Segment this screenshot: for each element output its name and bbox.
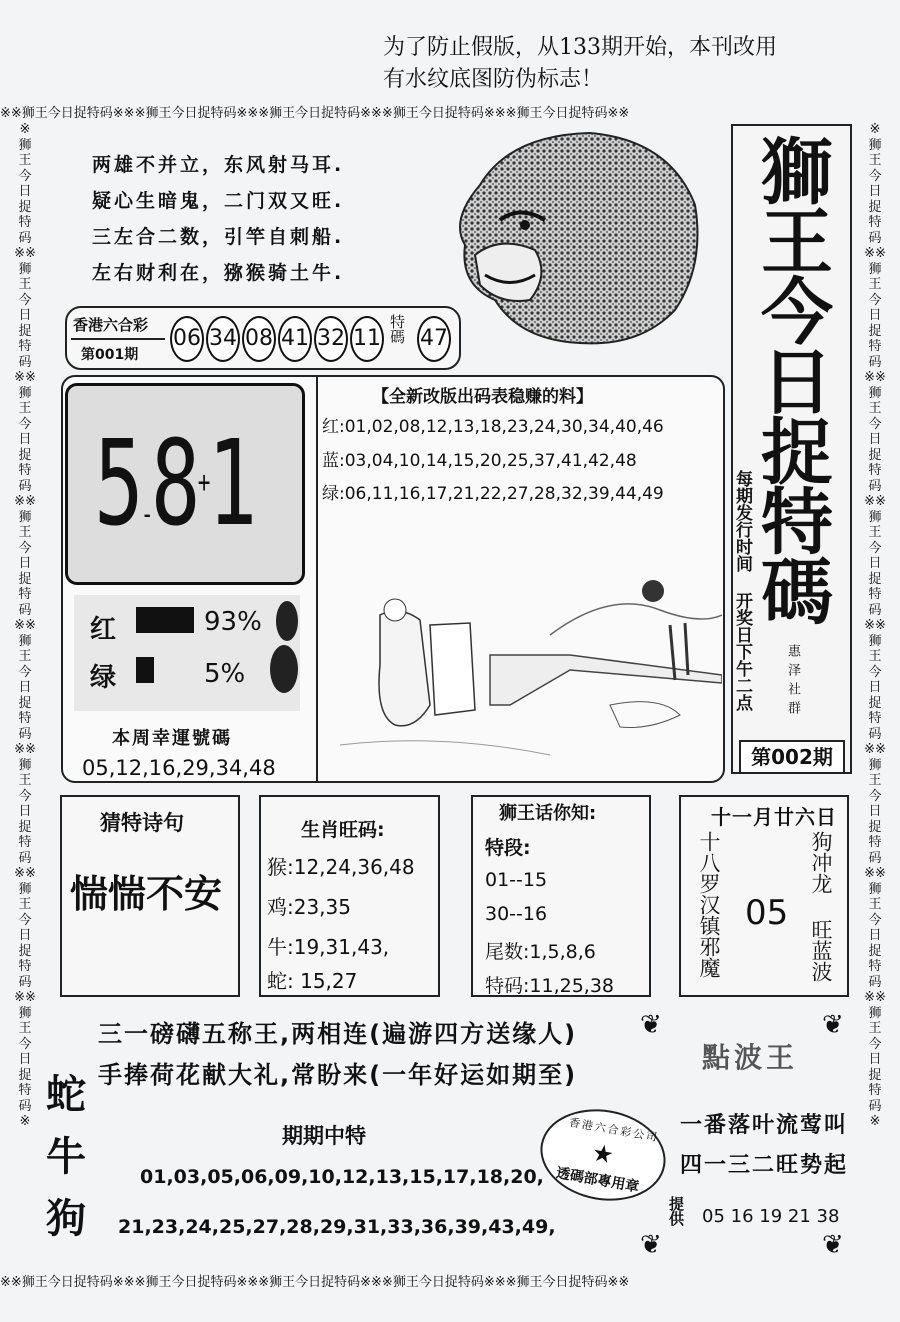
date-number: 05: [745, 893, 789, 933]
official-stamp: [533, 1100, 673, 1211]
winning-line-2: 21,23,24,25,27,28,29,31,33,36,39,43,49,: [118, 1216, 556, 1238]
date-right-text-2: 旺蓝波: [809, 919, 833, 982]
zodiac-row: 牛:19,31,43,: [267, 935, 390, 959]
flourish-icon: ❦: [822, 1010, 844, 1040]
side-animals: [46, 1064, 86, 1250]
title-banner: [731, 124, 852, 774]
tips-box: [471, 795, 651, 997]
poem-line: 疑心生暗鬼，二门双又旺.: [92, 190, 345, 212]
lucky-op: -: [140, 497, 151, 532]
top-border-text: ※※狮王今日捉特码※※※狮王今日捉特码※※※狮王今日捉特码※※※狮王今日捉特码※※※狮王今日捉特码※※: [0, 106, 630, 121]
scholar-scroll-illustration: [320, 505, 722, 780]
result-ball: 32: [314, 316, 348, 362]
tips-row: 特段:: [485, 837, 531, 859]
lucky-digit: 1: [207, 414, 255, 552]
green-percent: 5%: [204, 659, 246, 689]
result-balls: [170, 316, 386, 362]
poem-line: 三左合二数，引竿自刺船.: [92, 226, 345, 248]
guess-title: 猜特诗句: [100, 811, 184, 835]
verse-line-2: 手捧荷花献大礼,常盼来(一年好运如期至): [98, 1061, 578, 1089]
color-ratio-panel: [74, 595, 300, 711]
zodiac-title: 生肖旺码:: [301, 819, 385, 841]
star-icon: ★: [589, 1138, 616, 1170]
stamp-top-text: 香港六合彩公司: [568, 1115, 660, 1145]
flourish-icon: ❦: [822, 1230, 844, 1260]
schedule-text: 每期发行时间 开奖日下午二点: [732, 470, 752, 711]
animal-char: 狗: [46, 1195, 86, 1242]
flourish-icon: ❦: [640, 1010, 662, 1040]
zodiac-row: 鸡:23,35: [267, 895, 351, 919]
lucky-digits-panel: [65, 383, 305, 585]
poem-line: 两雄不并立，东风射马耳.: [92, 154, 345, 176]
animal-char: 蛇: [46, 1071, 86, 1118]
poem-block: [92, 150, 344, 294]
zodiac-box: [259, 795, 440, 997]
special-ball: 47: [417, 316, 451, 362]
tips-row: 特码:11,25,38: [485, 975, 615, 997]
lucky-op: +: [197, 465, 208, 500]
wave-king-logo: 點波王: [702, 1041, 799, 1074]
lucky-digit: 8: [150, 414, 198, 552]
tips-row: 01--15: [485, 869, 548, 891]
slogan-line-1: 一番落叶流莺叫: [680, 1113, 849, 1138]
result-label: 香港六合彩: [73, 316, 149, 334]
result-ball: 41: [278, 316, 312, 362]
tips-row: 30--16: [485, 903, 548, 925]
red-wave-list: 红:01,02,08,12,13,18,23,24,30,34,40,46: [322, 417, 664, 437]
week-lucky-numbers: 05,12,16,29,34,48: [82, 756, 276, 780]
result-ball: 34: [206, 316, 240, 362]
special-label: 特碼: [388, 314, 406, 344]
result-ball: 08: [242, 316, 276, 362]
zodiac-row: 蛇: 15,27: [267, 969, 358, 993]
zodiac-row: 猴:12,24,36,48: [267, 855, 415, 879]
red-percent: 93%: [204, 607, 262, 637]
stamp-bottom-text: 透碼部專用章: [554, 1165, 641, 1196]
issue-number: 第002期: [739, 740, 845, 774]
bottom-border-text: ※※狮王今日捉特码※※※狮王今日捉特码※※※狮王今日捉特码※※※狮王今日捉特码※※※狮王今日捉特码※※: [0, 1275, 630, 1290]
result-issue: 第001期: [81, 347, 139, 363]
group-name: 惠泽社群: [785, 644, 800, 720]
slogan-line-2: 四一三二旺势起: [680, 1153, 849, 1178]
result-panel: [65, 306, 461, 370]
notice-line-2: 有水纹底图防伪标志！: [383, 67, 604, 92]
waves-title: 【全新改版出码表稳赚的料】: [372, 387, 593, 407]
notice-line-1: 为了防止假版，从133期开始，本刊改用: [383, 35, 777, 60]
green-wave-list: 绿:06,11,16,17,21,22,27,28,32,39,44,49: [322, 484, 664, 504]
winning-title: 期期中特: [282, 1124, 366, 1148]
left-border-text: ※狮王今日捉特码※※狮王今日捉特码※※狮王今日捉特码※※狮王今日捉特码※※狮王今日捉特码※※狮王今日捉特码※※狮王今日捉特码※※狮王今日捉特码※: [14, 122, 36, 1129]
main-title: 獅王今日捉特碼: [749, 134, 834, 624]
blue-wave-list: 蓝:03,04,10,14,15,20,25,37,41,42,48: [322, 451, 637, 471]
week-lucky-title: 本周幸運號碼: [112, 728, 232, 749]
date-box: [679, 795, 849, 997]
red-ratio-bar: [136, 607, 194, 633]
poem-line: 左右财利在，猕猴骑土牛.: [92, 262, 345, 284]
date-title: 十一月廿六日: [711, 805, 837, 829]
green-label: 绿: [90, 663, 117, 693]
tips-title: 狮王话你知:: [499, 803, 597, 824]
date-left-text: 十八罗汉镇邪魔: [697, 831, 721, 978]
verse-line-1: 三一磅礴五称王,两相连(遍游四方送缘人): [98, 1020, 578, 1048]
animal-char: 牛: [46, 1133, 86, 1180]
green-ball-icon: [270, 645, 298, 693]
flourish-icon: ❦: [640, 1230, 662, 1260]
result-ball: 11: [350, 316, 384, 362]
guess-answer: 惴惴不安: [70, 871, 223, 916]
provide-numbers: 05 16 19 21 38: [702, 1206, 840, 1227]
red-label: 红: [90, 615, 117, 645]
red-ball-icon: [276, 601, 298, 641]
provide-label: 提供: [667, 1196, 685, 1226]
winning-line-1: 01,03,05,06,09,10,12,13,15,17,18,20,: [140, 1166, 544, 1188]
tips-row: 尾数:1,5,8,6: [485, 941, 596, 963]
right-border-text: ※狮王今日捉特码※※狮王今日捉特码※※狮王今日捉特码※※狮王今日捉特码※※狮王今日捉特码※※狮王今日捉特码※※狮王今日捉特码※※狮王今日捉特码※: [864, 122, 886, 1129]
result-ball: 06: [170, 316, 204, 362]
green-ratio-bar: [136, 657, 154, 683]
date-right-text-1: 狗冲龙: [809, 831, 833, 894]
guess-poem-box: [60, 795, 240, 997]
lion-head-image: [440, 125, 710, 350]
lucky-digit: 5: [94, 414, 141, 552]
